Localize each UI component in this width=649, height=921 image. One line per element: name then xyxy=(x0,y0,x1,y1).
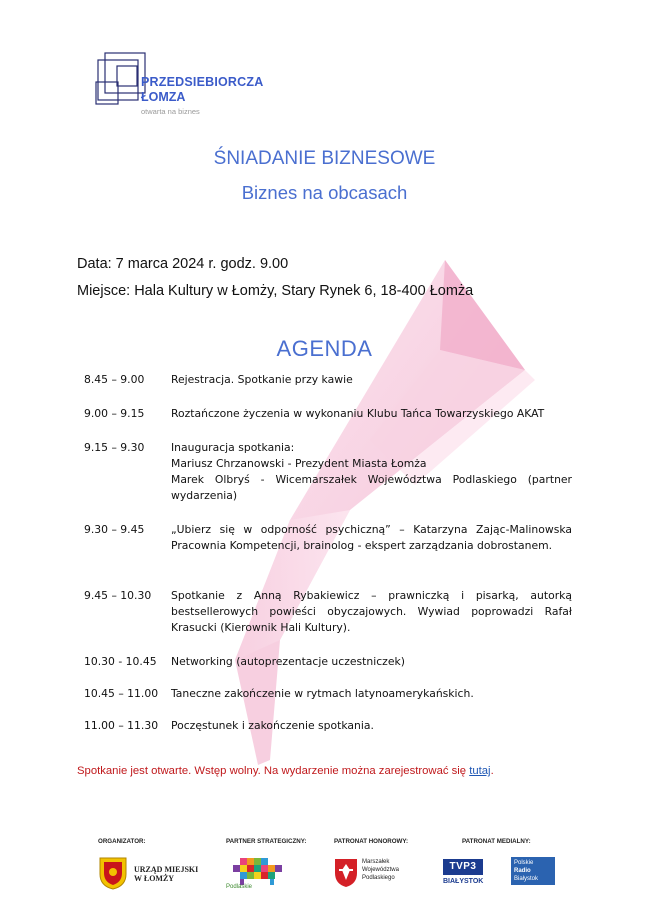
lomza-coat-of-arms-icon xyxy=(98,856,128,890)
registration-note-end: . xyxy=(490,765,494,777)
agenda-time: 8.45 – 9.00 xyxy=(84,373,145,386)
honorary-line1: Marszałek xyxy=(362,859,390,865)
event-title: ŚNIADANIE BIZNESOWE xyxy=(213,148,436,169)
partners-footer xyxy=(0,838,649,908)
organizer-name-line2: W ŁOMŻY xyxy=(134,874,175,883)
agenda-item xyxy=(84,372,572,388)
agenda-heading: AGENDA xyxy=(276,336,373,361)
agenda-desc xyxy=(171,718,572,734)
polskie-radio-bialystok-logo xyxy=(511,857,555,885)
partner-name: Podlaskie xyxy=(226,884,253,890)
tvp3-name: BIAŁYSTOK xyxy=(443,878,484,885)
agenda-desc-line: Marek Olbryś - Wicemarszałek Województwa Podlaskiego (partner wydarzenia) xyxy=(171,473,572,502)
media-label: PATRONAT MEDIALNY: xyxy=(462,838,531,845)
radio-line3: Białystok xyxy=(514,876,539,882)
agenda-desc xyxy=(171,372,572,388)
logo-line1: PRZEDSIEBIORCZA xyxy=(141,75,264,89)
agenda-time: 9.15 – 9.30 xyxy=(84,441,145,454)
agenda-time: 9.30 – 9.45 xyxy=(84,523,145,536)
registration-note-text: Spotkanie jest otwarte. Wstęp wolny. Na wydarzenie można zarejestrować się xyxy=(77,765,470,777)
przedsiebiorcza-lomza-logo xyxy=(95,52,265,118)
agenda-desc-line: Networking (autoprezentacje uczestniczek) xyxy=(171,655,405,668)
radio-line2: Radio xyxy=(514,868,531,874)
agenda-time: 10.30 - 10.45 xyxy=(84,655,157,668)
registration-link[interactable]: tutaj xyxy=(469,765,491,777)
tvp3-logo: TVP3 xyxy=(443,859,483,875)
agenda-item xyxy=(84,440,572,504)
agenda-list xyxy=(84,372,572,734)
podlaskie-coat-of-arms-icon xyxy=(334,858,358,888)
honorary-line3: Podlaskiego xyxy=(362,875,395,881)
agenda-item xyxy=(84,522,572,554)
agenda-desc-line: Spotkanie z Anną Rybakiewicz – prawniczką i pisarką, autorką bestsellerowych powieści obyczajowych. Wywiad poprowadzi Rafał Krasucki (Kierownik Hali Kultury). xyxy=(171,589,572,634)
organizer-name xyxy=(134,865,198,883)
agenda-desc xyxy=(171,588,572,636)
agenda-desc-line: Mariusz Chrzanowski - Prezydent Miasta Łomża xyxy=(171,457,427,470)
honorary-label: PATRONAT HONOROWY: xyxy=(334,838,409,845)
logo-tagline: otwarta na biznes xyxy=(141,107,200,116)
agenda-desc-line: „Ubierz się w odporność psychiczną” – Katarzyna Zając-Malinowska Pracownia Kompetencji, brainolog - ekspert zarządzania dobrostanem. xyxy=(171,523,572,552)
event-subtitle: Biznes na obcasach xyxy=(241,182,408,203)
agenda-desc-line: Rejestracja. Spotkanie przy kawie xyxy=(171,373,353,386)
agenda-desc xyxy=(171,522,572,554)
agenda-time: 10.45 – 11.00 xyxy=(84,687,159,700)
agenda-item xyxy=(84,718,572,734)
agenda-time: 9.00 – 9.15 xyxy=(84,407,145,420)
agenda-item xyxy=(84,686,572,702)
agenda-desc xyxy=(171,654,572,670)
registration-note xyxy=(77,765,494,777)
partner-label: PARTNER STRATEGICZNY: xyxy=(226,838,307,845)
agenda-time: 9.45 – 10.30 xyxy=(84,589,152,602)
honorary-name xyxy=(362,858,399,882)
radio-line1: Polskie xyxy=(514,860,534,866)
agenda-desc xyxy=(171,406,572,422)
honorary-line2: Województwa xyxy=(362,867,399,873)
agenda-item xyxy=(84,406,572,422)
agenda-desc xyxy=(171,440,572,504)
agenda-desc-line: Inauguracja spotkania: xyxy=(171,441,295,454)
event-place: Miejsce: Hala Kultury w Łomży, Stary Rynek 6, 18-400 Łomża xyxy=(77,283,474,299)
agenda-desc-line: Roztańczone życzenia w wykonaniu Klubu Tańca Towarzyskiego AKAT xyxy=(171,407,545,420)
event-date: Data: 7 marca 2024 r. godz. 9.00 xyxy=(77,256,289,272)
agenda-item xyxy=(84,654,572,670)
organizer-name-line1: URZĄD MIEJSKI xyxy=(134,865,199,874)
agenda-time: 11.00 – 11.30 xyxy=(84,719,159,732)
logo-line2: ŁOMZA xyxy=(141,90,186,104)
agenda-item xyxy=(84,588,572,636)
agenda-desc xyxy=(171,686,572,702)
agenda-desc-line: Taneczne zakończenie w rytmach latynoamerykańskich. xyxy=(171,687,474,700)
agenda-desc-line: Poczęstunek i zakończenie spotkania. xyxy=(171,719,374,732)
organizer-label: ORGANIZATOR: xyxy=(98,838,146,845)
